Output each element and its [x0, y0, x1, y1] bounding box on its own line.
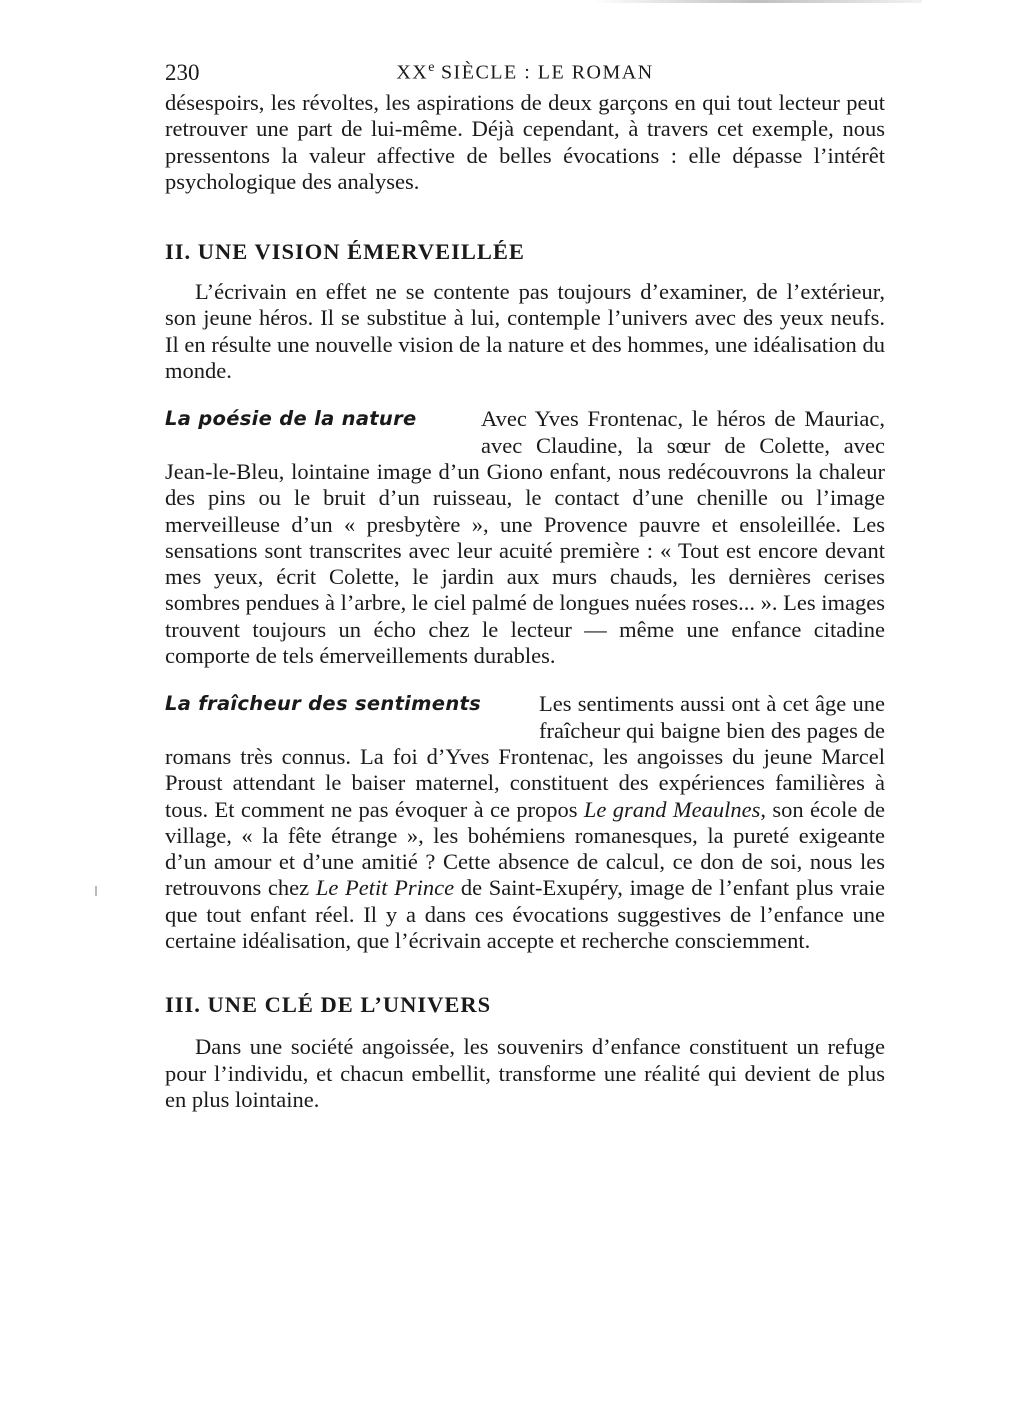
subsection-nature-text: Avec Yves Frontenac, le héros de Mauriac, avec Claudine, la sœur de Colette, avec Jean-le-Bleu, lointaine image d’un Giono enfant, nous redécouvrons la chaleur des pins ou le bruit d’un ruisseau, le contact d’une chenille ou l’image merveilleuse d’un « presbytère », une Provence pauvre et ensoleillée. Les sensations sont transcrites avec leur acuité première : « Tout est encore devant mes yeux, écrit Colette, le jardin aux murs chauds, les dernières cerises sombres pendues à l’arbre, le ciel palmé de longues nuées roses... ». Les images trouvent toujours un écho chez le lecteur — même une enfance citadine comporte de tels émerveillements durables. [165, 406, 885, 669]
sentiments-text-b: , son école de village, « la fête étrange », les bohémiens romanesques, la pureté exigeante d’un amour et d’une amitié ? Cette absence de calcul, ce don de soi, nous les retrouvons chez [165, 796, 885, 901]
scan-stray-mark [95, 886, 97, 896]
subsection-nature [165, 406, 885, 669]
sentiments-text-a: Les sentiments aussi ont à cet âge une fraîcheur qui baigne bien des pages de romans très connus. La foi d’Yves Frontenac, les angoisses du jeune Marcel Proust attendant le baiser maternel, constituent des expériences familières à tous. Et comment ne pas évoquer à ce propos [165, 691, 885, 822]
section-univers-intro: Dans une société angoissée, les souvenirs d’enfance constituent un refuge pour l’individu, et chacun embellit, transforme une réalité qui devient de plus en plus lointaine. [165, 1034, 885, 1112]
running-title [165, 60, 885, 85]
section-heading-vision: II. UNE VISION ÉMERVEILLÉE [165, 239, 525, 265]
intro-paragraph: désespoirs, les révoltes, les aspirations de deux garçons en qui tout lecteur peut retrouver une part de lui-même. Déjà cependant, à travers cet exemple, nous pressentons la valeur affective de belles évocations : elle dépasse l’intérêt psychologique des analyses. [165, 90, 885, 194]
running-head [165, 56, 885, 90]
book-title-petit-prince: Le Petit Prince [315, 875, 455, 901]
running-title-rest: SIÈCLE : LE ROMAN [434, 61, 654, 84]
book-page [165, 56, 885, 1113]
book-title-meaulnes: Le grand Meaulnes [583, 796, 761, 822]
subsection-heading-nature: La poésie de la nature [165, 407, 417, 431]
subsection-sentiments [165, 691, 885, 954]
section-heading-univers: III. UNE CLÉ DE L’UNIVERS [165, 992, 492, 1018]
scan-edge-mark [592, 0, 922, 3]
section-vision-intro: L’écrivain en effet ne se contente pas toujours d’examiner, de l’extérieur, son jeune héros. Il se substitue à lui, contemple l’univers avec des yeux neufs. Il en résulte une nouvelle vision de la nature et des hommes, une idéalisation du monde. [165, 279, 885, 384]
sentiments-text-c: de Saint-Exupéry, image de l’enfant plus vraie que tout enfant réel. Il y a dans ces évocations suggestives de l’enfance une certaine idéalisation, que l’écrivain accepte et recherche consciemment. [165, 875, 885, 954]
page-number: 230 [165, 60, 200, 85]
subsection-heading-sentiments: La fraîcheur des sentiments [165, 692, 482, 716]
running-title-prefix: XX [396, 61, 429, 84]
running-title-sup: e [428, 60, 435, 75]
